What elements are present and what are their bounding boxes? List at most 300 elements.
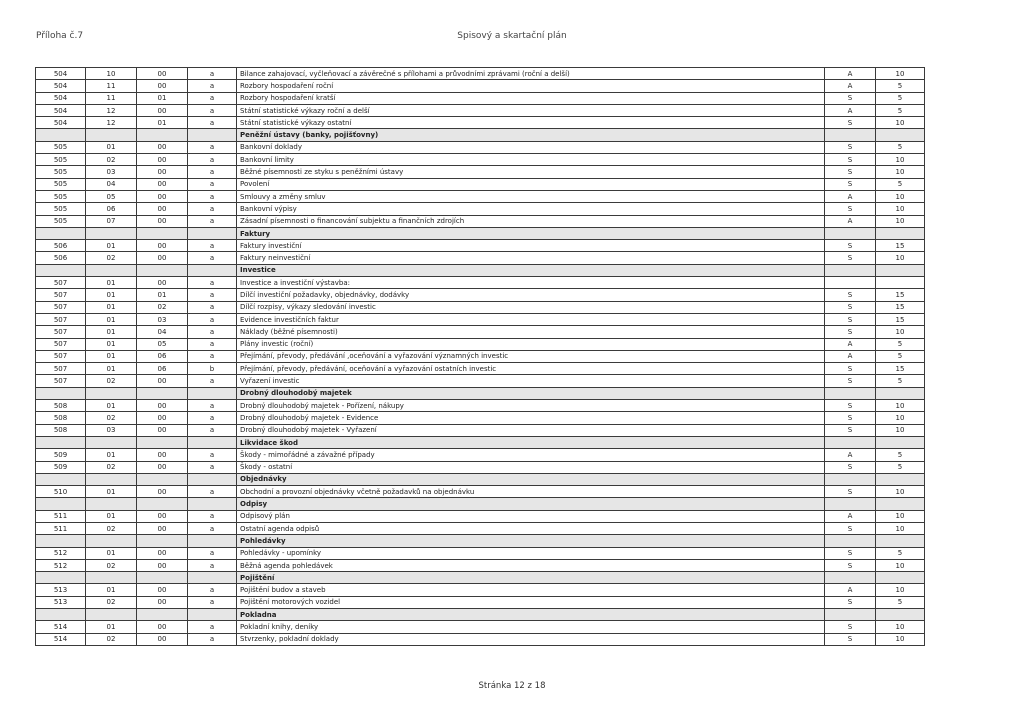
table-row [36,621,925,633]
empty-cell [876,609,925,621]
retention-mark: S [825,301,876,313]
class-code: 507 [36,301,86,313]
retention-period: 10 [876,203,925,215]
retention-period: 10 [876,166,925,178]
group-code: 02 [86,412,137,424]
variant-code: a [188,326,237,338]
class-code: 506 [36,252,86,264]
record-description: Plány investic (roční) [237,338,825,350]
empty-cell [86,387,137,399]
record-description: Přejímání, převody, předávání ,oceňování a vyřazování významných investic [237,350,825,362]
record-description: Faktury investiční [237,240,825,252]
class-code: 508 [36,424,86,436]
empty-cell [825,498,876,510]
retention-mark: S [825,522,876,534]
variant-code: a [188,547,237,559]
table-row [36,166,925,178]
retention-mark: S [825,154,876,166]
group-code: 02 [86,596,137,608]
variant-code: a [188,400,237,412]
retention-period: 15 [876,240,925,252]
record-description: Bankovní doklady [237,141,825,153]
retention-period: 10 [876,621,925,633]
class-code: 514 [36,621,86,633]
empty-cell [36,609,86,621]
subgroup-code: 00 [137,621,188,633]
variant-code: a [188,584,237,596]
table-body [36,68,925,646]
table-row [36,584,925,596]
group-code: 03 [86,166,137,178]
subgroup-code: 00 [137,154,188,166]
retention-mark: S [825,166,876,178]
group-code: 01 [86,326,137,338]
retention-mark: S [825,424,876,436]
section-header-row [36,227,925,239]
variant-code: a [188,461,237,473]
group-code: 01 [86,621,137,633]
section-title: Drobný dlouhodobý majetek [237,387,825,399]
retention-period: 5 [876,375,925,387]
group-code: 01 [86,301,137,313]
variant-code: a [188,412,237,424]
section-title: Investice [237,264,825,276]
subgroup-code: 00 [137,486,188,498]
section-header-row [36,609,925,621]
record-description: Škody - mimořádné a závažné případy [237,449,825,461]
group-code: 01 [86,400,137,412]
class-code: 507 [36,289,86,301]
retention-period: 10 [876,522,925,534]
section-title: Likvidace škod [237,436,825,448]
subgroup-code: 00 [137,252,188,264]
variant-code: a [188,596,237,608]
retention-mark: S [825,596,876,608]
retention-mark: S [825,412,876,424]
empty-cell [137,498,188,510]
retention-period: 10 [876,633,925,645]
variant-code: a [188,104,237,116]
variant-code: a [188,190,237,202]
section-header-row [36,473,925,485]
subgroup-code: 01 [137,92,188,104]
record-description: Běžné písemnosti ze styku s peněžními ústavy [237,166,825,178]
variant-code: a [188,633,237,645]
table-row [36,141,925,153]
record-description: Zásadní písemnosti o financování subjektu a finančních zdrojích [237,215,825,227]
empty-cell [876,498,925,510]
class-code: 510 [36,486,86,498]
record-description: Drobný dlouhodobý majetek - Vyřazení [237,424,825,436]
class-code: 513 [36,596,86,608]
class-code: 513 [36,584,86,596]
class-code: 504 [36,117,86,129]
group-code: 01 [86,510,137,522]
class-code: 514 [36,633,86,645]
subgroup-code: 00 [137,68,188,80]
table-row [36,215,925,227]
retention-mark: S [825,461,876,473]
retention-mark: A [825,104,876,116]
subgroup-code: 00 [137,178,188,190]
group-code: 01 [86,449,137,461]
group-code: 01 [86,547,137,559]
record-description: Bankovní výpisy [237,203,825,215]
empty-cell [825,387,876,399]
variant-code: a [188,559,237,571]
empty-cell [876,387,925,399]
table-row [36,92,925,104]
retention-period: 5 [876,461,925,473]
retention-period: 15 [876,363,925,375]
record-description: Investice a investiční výstavba: [237,277,825,289]
record-description: Pokladní knihy, deníky [237,621,825,633]
empty-cell [825,227,876,239]
variant-code: a [188,301,237,313]
group-code: 01 [86,313,137,325]
subgroup-code: 00 [137,215,188,227]
class-code: 508 [36,400,86,412]
variant-code: a [188,166,237,178]
retention-period: 10 [876,424,925,436]
variant-code: a [188,68,237,80]
retention-period: 10 [876,154,925,166]
variant-code: a [188,510,237,522]
retention-period: 15 [876,289,925,301]
retention-period: 10 [876,486,925,498]
section-header-row [36,264,925,276]
retention-period: 5 [876,596,925,608]
empty-cell [86,609,137,621]
subgroup-code: 00 [137,412,188,424]
subgroup-code: 03 [137,313,188,325]
subgroup-code: 00 [137,141,188,153]
subgroup-code: 00 [137,277,188,289]
variant-code: a [188,141,237,153]
class-code: 508 [36,412,86,424]
record-description: Odpisový plán [237,510,825,522]
group-code: 02 [86,559,137,571]
table-row [36,486,925,498]
class-code: 504 [36,68,86,80]
variant-code: a [188,154,237,166]
retention-mark: S [825,240,876,252]
subgroup-code: 01 [137,289,188,301]
retention-mark: A [825,80,876,92]
class-code: 507 [36,326,86,338]
subgroup-code: 00 [137,400,188,412]
class-code: 506 [36,240,86,252]
variant-code: a [188,80,237,92]
class-code: 507 [36,350,86,362]
retention-mark: S [825,289,876,301]
empty-cell [876,129,925,141]
empty-cell [188,473,237,485]
empty-cell [825,473,876,485]
group-code: 05 [86,190,137,202]
class-code: 512 [36,547,86,559]
subgroup-code: 02 [137,301,188,313]
subgroup-code: 00 [137,203,188,215]
group-code: 10 [86,68,137,80]
group-code: 01 [86,240,137,252]
record-description: Rozbory hospodaření roční [237,80,825,92]
retention-mark: A [825,190,876,202]
variant-code: a [188,215,237,227]
record-description: Běžná agenda pohledávek [237,559,825,571]
empty-cell [188,129,237,141]
retention-mark [825,277,876,289]
class-code: 511 [36,522,86,534]
group-code: 07 [86,215,137,227]
record-description: Bankovní limity [237,154,825,166]
table-row [36,154,925,166]
empty-cell [36,129,86,141]
record-description: Smlouvy a změny smluv [237,190,825,202]
class-code: 505 [36,141,86,153]
empty-cell [137,264,188,276]
empty-cell [137,609,188,621]
retention-period: 15 [876,301,925,313]
variant-code: a [188,486,237,498]
table-row [36,424,925,436]
table-row [36,326,925,338]
subgroup-code: 00 [137,522,188,534]
variant-code: a [188,203,237,215]
empty-cell [825,129,876,141]
retention-period: 5 [876,547,925,559]
class-code: 505 [36,178,86,190]
empty-cell [86,535,137,547]
class-code: 505 [36,215,86,227]
record-description: Evidence investičních faktur [237,313,825,325]
variant-code: a [188,277,237,289]
subgroup-code: 00 [137,424,188,436]
subgroup-code: 05 [137,338,188,350]
section-header-row [36,535,925,547]
empty-cell [36,535,86,547]
table-row [36,522,925,534]
record-description: Faktury neinvestiční [237,252,825,264]
group-code: 02 [86,633,137,645]
retention-mark: S [825,547,876,559]
group-code: 02 [86,252,137,264]
empty-cell [188,572,237,584]
retention-period: 15 [876,313,925,325]
subgroup-code: 00 [137,633,188,645]
table-row [36,375,925,387]
retention-mark: A [825,338,876,350]
subgroup-code: 01 [137,117,188,129]
section-title: Pokladna [237,609,825,621]
table-row [36,363,925,375]
table-row [36,461,925,473]
record-description: Drobný dlouhodobý majetek - Pořízení, nákupy [237,400,825,412]
retention-mark: A [825,215,876,227]
retention-period: 10 [876,510,925,522]
variant-code: a [188,252,237,264]
table-row [36,80,925,92]
empty-cell [36,473,86,485]
variant-code: a [188,289,237,301]
retention-period: 10 [876,400,925,412]
record-description: Rozbory hospodaření kratší [237,92,825,104]
record-description: Náklady (běžné písemnosti) [237,326,825,338]
section-title: Objednávky [237,473,825,485]
table-row [36,400,925,412]
section-title: Faktury [237,227,825,239]
table-row [36,277,925,289]
subgroup-code: 04 [137,326,188,338]
class-code: 511 [36,510,86,522]
retention-mark: S [825,363,876,375]
group-code: 01 [86,350,137,362]
empty-cell [137,473,188,485]
subgroup-code: 00 [137,240,188,252]
table-row [36,203,925,215]
subgroup-code: 00 [137,559,188,571]
class-code: 509 [36,461,86,473]
subgroup-code: 00 [137,104,188,116]
empty-cell [876,436,925,448]
record-description: Povolení [237,178,825,190]
class-code: 507 [36,363,86,375]
table-row [36,449,925,461]
group-code: 01 [86,584,137,596]
table-row [36,338,925,350]
retention-mark: A [825,449,876,461]
subgroup-code: 00 [137,584,188,596]
group-code: 11 [86,92,137,104]
record-description: Stvrzenky, pokladní doklady [237,633,825,645]
variant-code: b [188,363,237,375]
table-row [36,240,925,252]
record-description: Pojištění motorových vozidel [237,596,825,608]
retention-plan-table [35,67,925,646]
group-code: 12 [86,117,137,129]
empty-cell [825,535,876,547]
variant-code: a [188,240,237,252]
record-description: Obchodní a provozní objednávky včetně požadavků na objednávku [237,486,825,498]
subgroup-code: 00 [137,510,188,522]
retention-period: 5 [876,104,925,116]
empty-cell [188,387,237,399]
class-code: 504 [36,104,86,116]
variant-code: a [188,338,237,350]
subgroup-code: 06 [137,363,188,375]
table-row [36,313,925,325]
record-description: Bilance zahajovací, vyčleňovací a závěrečné s přílohami a průvodními zprávami (roční a delší) [237,68,825,80]
retention-mark: S [825,141,876,153]
empty-cell [137,227,188,239]
class-code: 507 [36,313,86,325]
retention-mark: S [825,633,876,645]
retention-period: 5 [876,350,925,362]
section-header-row [36,572,925,584]
group-code: 01 [86,277,137,289]
retention-mark: S [825,313,876,325]
empty-cell [188,264,237,276]
subgroup-code: 00 [137,375,188,387]
section-title: Pojištění [237,572,825,584]
section-header-row [36,498,925,510]
retention-period: 10 [876,559,925,571]
retention-mark: S [825,326,876,338]
group-code: 01 [86,289,137,301]
table-row [36,547,925,559]
section-title: Peněžní ústavy (banky, pojišťovny) [237,129,825,141]
retention-period: 5 [876,141,925,153]
empty-cell [36,227,86,239]
empty-cell [86,227,137,239]
retention-mark: S [825,621,876,633]
subgroup-code: 00 [137,166,188,178]
subgroup-code: 00 [137,80,188,92]
subgroup-code: 00 [137,449,188,461]
class-code: 507 [36,375,86,387]
retention-period: 10 [876,68,925,80]
table-row [36,104,925,116]
page-number: Stránka 12 z 18 [478,681,546,691]
retention-period: 10 [876,584,925,596]
class-code: 505 [36,203,86,215]
empty-cell [86,473,137,485]
empty-cell [825,572,876,584]
group-code: 12 [86,104,137,116]
variant-code: a [188,350,237,362]
variant-code: a [188,117,237,129]
group-code: 06 [86,203,137,215]
record-description: Ostatní agenda odpisů [237,522,825,534]
retention-mark: A [825,350,876,362]
record-description: Přejímání, převody, předávání, oceňování a vyřazování ostatních investic [237,363,825,375]
table-row [36,510,925,522]
table-row [36,68,925,80]
empty-cell [188,436,237,448]
section-title: Odpisy [237,498,825,510]
table-row [36,412,925,424]
variant-code: a [188,313,237,325]
record-description: Dílčí investiční požadavky, objednávky, dodávky [237,289,825,301]
group-code: 03 [86,424,137,436]
empty-cell [825,436,876,448]
retention-period: 5 [876,80,925,92]
empty-cell [36,387,86,399]
subgroup-code: 00 [137,461,188,473]
table-row [36,252,925,264]
retention-mark: S [825,375,876,387]
empty-cell [137,535,188,547]
empty-cell [36,498,86,510]
group-code: 11 [86,80,137,92]
retention-period: 5 [876,338,925,350]
variant-code: a [188,375,237,387]
record-description: Státní statistické výkazy roční a delší [237,104,825,116]
group-code: 04 [86,178,137,190]
class-code: 509 [36,449,86,461]
class-code: 507 [36,277,86,289]
record-description: Drobný dlouhodobý majetek - Evidence [237,412,825,424]
retention-mark: S [825,178,876,190]
section-header-row [36,129,925,141]
empty-cell [876,473,925,485]
class-code: 505 [36,166,86,178]
retention-period: 10 [876,215,925,227]
subgroup-code: 00 [137,190,188,202]
retention-period: 10 [876,252,925,264]
retention-period: 10 [876,412,925,424]
class-code: 512 [36,559,86,571]
